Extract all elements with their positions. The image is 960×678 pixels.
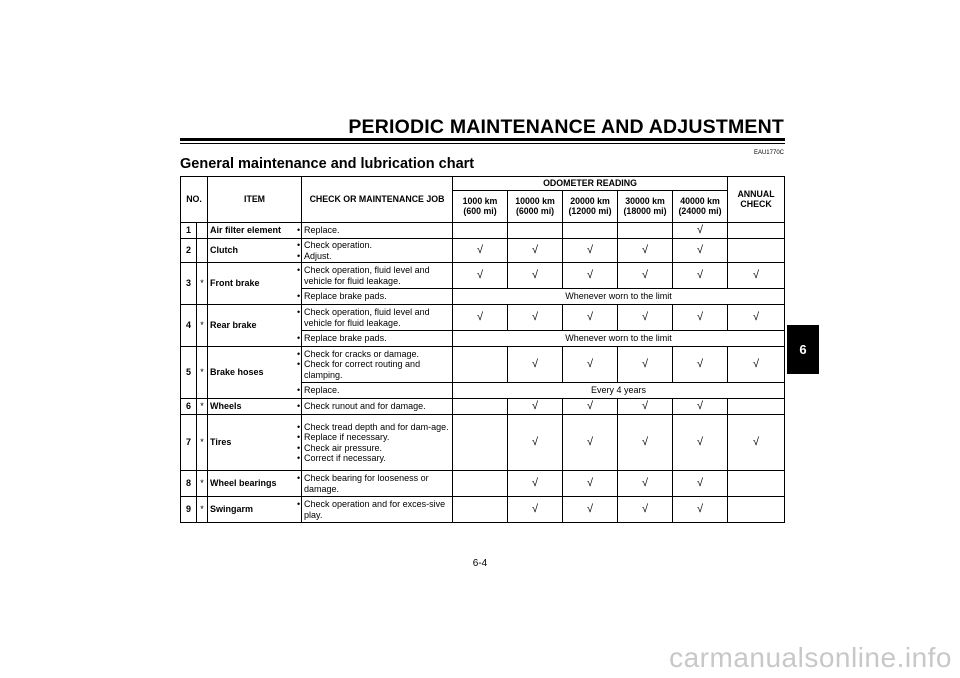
dealer-service-mark <box>197 239 208 263</box>
row-job <box>302 239 453 263</box>
check-cell: √ <box>508 305 563 331</box>
job-line: • Check tread depth and for dam-age. <box>304 422 450 432</box>
row-number: 4 <box>181 305 197 347</box>
check-cell <box>728 223 785 239</box>
maintenance-chart <box>180 176 785 523</box>
check-cell <box>453 399 508 415</box>
job-line: • Replace brake pads. <box>304 333 450 343</box>
header-item: ITEM <box>208 177 302 223</box>
row-item: Air filter element <box>208 223 302 239</box>
interval-mi: (6000 mi) <box>515 205 555 216</box>
check-cell <box>618 223 673 239</box>
header-interval-5 <box>673 191 728 223</box>
check-cell: √ <box>453 263 508 289</box>
dealer-service-mark: * <box>197 497 208 523</box>
check-cell: √ <box>673 415 728 471</box>
row-job <box>302 289 453 305</box>
check-cell <box>453 497 508 523</box>
dealer-service-mark: * <box>197 399 208 415</box>
job-line: • Check operation and for exces-sive play. <box>304 499 450 519</box>
check-cell: √ <box>563 415 618 471</box>
row-job <box>302 415 453 471</box>
check-cell: √ <box>673 399 728 415</box>
check-cell: √ <box>618 399 673 415</box>
interval-mi: (24000 mi) <box>678 205 722 216</box>
job-line: • Replace brake pads. <box>304 291 450 301</box>
header-interval-4 <box>618 191 673 223</box>
row-item: Brake hoses <box>208 347 302 399</box>
row-number: 7 <box>181 415 197 471</box>
row-job <box>302 223 453 239</box>
row-job <box>302 399 453 415</box>
check-cell: √ <box>563 399 618 415</box>
row-item: Wheel bearings <box>208 471 302 497</box>
check-cell: √ <box>563 263 618 289</box>
header-annual: ANNUAL CHECK <box>728 177 785 223</box>
dealer-service-mark: * <box>197 415 208 471</box>
job-line: • Check operation. <box>304 240 450 250</box>
check-cell: √ <box>728 305 785 331</box>
check-cell: √ <box>673 223 728 239</box>
page-number: 6-4 <box>472 558 488 569</box>
job-line: • Replace if necessary. <box>304 432 450 442</box>
table-row <box>181 497 785 523</box>
title-rule-thick <box>180 138 785 141</box>
job-line: • Adjust. <box>304 251 450 261</box>
interval-mi: (12000 mi) <box>568 205 612 216</box>
check-cell <box>728 239 785 263</box>
header-job: CHECK OR MAINTENANCE JOB <box>302 177 453 223</box>
row-item: Clutch <box>208 239 302 263</box>
check-cell: √ <box>673 497 728 523</box>
job-line: • Check operation, fluid level and vehicle for fluid leakage. <box>304 307 450 327</box>
row-job <box>302 263 453 289</box>
table-row <box>181 263 785 289</box>
table-row <box>181 239 785 263</box>
job-line: • Correct if necessary. <box>304 453 450 463</box>
interval-mi: (600 mi) <box>463 205 497 216</box>
row-number: 6 <box>181 399 197 415</box>
dealer-service-mark <box>197 223 208 239</box>
check-cell <box>728 471 785 497</box>
check-cell <box>453 471 508 497</box>
interval-km: 30000 km <box>625 195 665 206</box>
header-odometer: ODOMETER READING <box>453 177 728 191</box>
row-number: 1 <box>181 223 197 239</box>
row-item: Rear brake <box>208 305 302 347</box>
check-cell: √ <box>508 399 563 415</box>
table-row <box>181 347 785 383</box>
check-cell <box>508 223 563 239</box>
row-item: Front brake <box>208 263 302 305</box>
row-job <box>302 305 453 331</box>
row-item: Wheels <box>208 399 302 415</box>
check-cell: √ <box>618 415 673 471</box>
interval-mi: (18000 mi) <box>623 205 667 216</box>
dealer-service-mark: * <box>197 305 208 347</box>
job-line: • Replace. <box>304 225 450 235</box>
check-cell: √ <box>508 471 563 497</box>
check-cell: √ <box>563 347 618 383</box>
check-cell <box>453 415 508 471</box>
job-line: • Check bearing for looseness or damage. <box>304 473 450 493</box>
check-cell <box>453 347 508 383</box>
check-cell: √ <box>508 347 563 383</box>
check-cell: √ <box>673 347 728 383</box>
header-interval-2 <box>508 191 563 223</box>
row-item: Tires <box>208 415 302 471</box>
chapter-tab[interactable]: 6 <box>787 325 819 374</box>
row-job <box>302 471 453 497</box>
interval-note: Whenever worn to the limit <box>453 289 785 305</box>
check-cell: √ <box>563 497 618 523</box>
check-cell: √ <box>728 347 785 383</box>
header-interval-3 <box>563 191 618 223</box>
check-cell: √ <box>508 239 563 263</box>
table-row <box>181 415 785 471</box>
table-row <box>181 399 785 415</box>
check-cell <box>453 223 508 239</box>
check-cell: √ <box>453 305 508 331</box>
check-cell <box>728 399 785 415</box>
table-row <box>181 223 785 239</box>
row-job <box>302 331 453 347</box>
title-rule-thin <box>180 143 785 144</box>
check-cell: √ <box>563 239 618 263</box>
check-cell <box>728 497 785 523</box>
job-line: • Check operation, fluid level and vehicle for fluid leakage. <box>304 265 450 285</box>
row-number: 5 <box>181 347 197 399</box>
row-number: 3 <box>181 263 197 305</box>
header-interval-1 <box>453 191 508 223</box>
row-job <box>302 497 453 523</box>
job-line: • Check for correct routing and clamping. <box>304 359 450 379</box>
check-cell: √ <box>728 415 785 471</box>
check-cell: √ <box>563 471 618 497</box>
interval-km: 20000 km <box>570 195 610 206</box>
doc-code: EAU1770C <box>753 150 784 156</box>
interval-km: 1000 km <box>462 195 498 206</box>
job-line: • Replace. <box>304 385 450 395</box>
job-line: • Check air pressure. <box>304 443 450 453</box>
row-item: Swingarm <box>208 497 302 523</box>
job-line: • Check runout and for damage. <box>304 401 450 411</box>
check-cell: √ <box>728 263 785 289</box>
interval-note: Every 4 years <box>453 383 785 399</box>
check-cell: √ <box>563 305 618 331</box>
check-cell <box>563 223 618 239</box>
job-line: • Check for cracks or damage. <box>304 349 450 359</box>
dealer-service-mark: * <box>197 347 208 399</box>
interval-km: 40000 km <box>680 195 720 206</box>
watermark: carmanualsonline.info <box>669 642 952 673</box>
check-cell: √ <box>508 415 563 471</box>
check-cell: √ <box>673 239 728 263</box>
row-job <box>302 347 453 383</box>
dealer-service-mark: * <box>197 263 208 305</box>
check-cell: √ <box>673 471 728 497</box>
interval-note: Whenever worn to the limit <box>453 331 785 347</box>
check-cell: √ <box>453 239 508 263</box>
row-job <box>302 383 453 399</box>
table-row <box>181 471 785 497</box>
check-cell: √ <box>508 497 563 523</box>
check-cell: √ <box>618 305 673 331</box>
row-number: 8 <box>181 471 197 497</box>
check-cell: √ <box>508 263 563 289</box>
check-cell: √ <box>618 471 673 497</box>
check-cell: √ <box>618 263 673 289</box>
section-heading: General maintenance and lubrication chart <box>180 156 475 172</box>
header-no: NO. <box>181 177 208 223</box>
check-cell: √ <box>618 497 673 523</box>
dealer-service-mark: * <box>197 471 208 497</box>
check-cell: √ <box>618 347 673 383</box>
page-title: PERIODIC MAINTENANCE AND ADJUSTMENT <box>348 116 784 138</box>
check-cell: √ <box>618 239 673 263</box>
table-row <box>181 305 785 331</box>
check-cell: √ <box>673 263 728 289</box>
check-cell: √ <box>673 305 728 331</box>
row-number: 9 <box>181 497 197 523</box>
interval-km: 10000 km <box>515 195 555 206</box>
row-number: 2 <box>181 239 197 263</box>
